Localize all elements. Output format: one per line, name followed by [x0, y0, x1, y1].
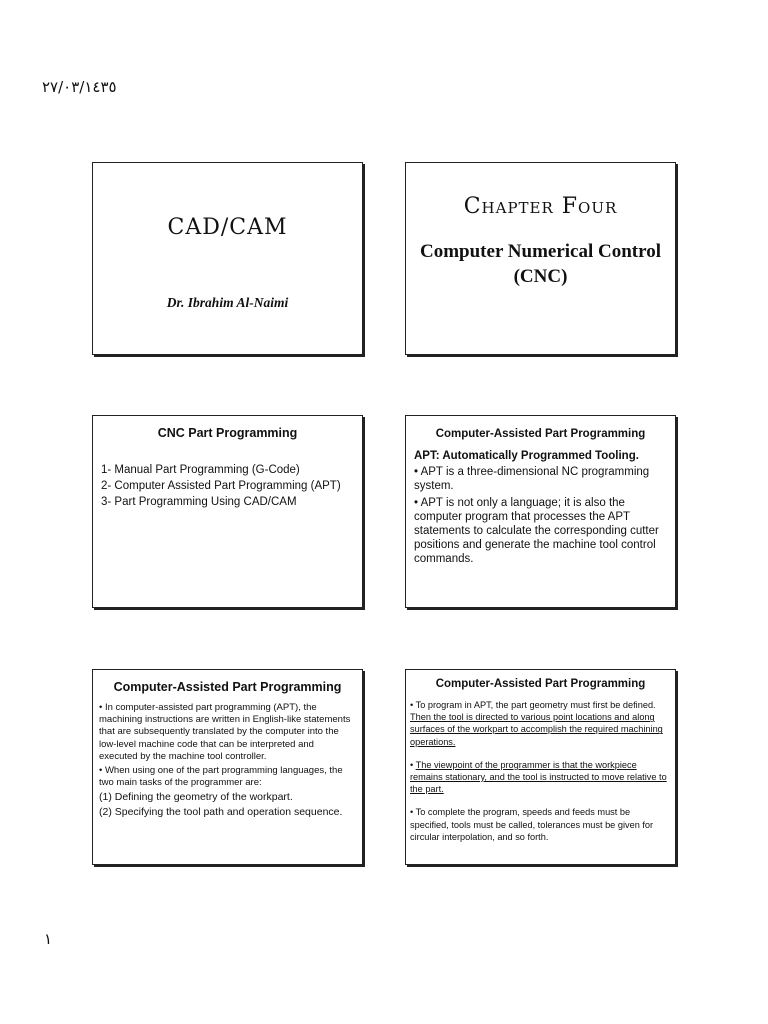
bullet-text: • APT is a three-dimensional NC programming system.	[414, 466, 650, 492]
bullet-text: • APT is not only a language; it is also the computer program that processes the APT statements to calculate the corresponding cutter positions and generate the machine tool control commands.	[414, 497, 659, 565]
paragraph: (2) Specifying the tool path and operation sequence.	[99, 805, 343, 818]
slide-apt-procedure	[405, 669, 676, 865]
slide-heading: CNC Part Programming	[157, 426, 298, 440]
slide-title-cadcam	[92, 162, 363, 355]
slide-body	[99, 702, 354, 818]
paragraph: • To complete the program, speeds and feeds must be specified, tools must be called, tolerances must be given for circular interpolation, and so forth.	[410, 807, 654, 842]
page-number: ١	[44, 930, 53, 948]
slide-apt-details	[92, 669, 363, 865]
text-underlined: Then the tool is directed to various point locations and along surfaces of the workpart to accomplish the required machining operations.	[410, 712, 663, 747]
paragraph	[410, 759, 669, 796]
text-plain: •	[410, 759, 416, 770]
slide-body	[410, 699, 669, 843]
slide-apt-intro	[405, 415, 676, 608]
paragraph: • In computer-assisted part programming (APT), the machining instructions are written in English-like statements that are subsequently translated by the computer into the low-level machine code that can be interpreted and executed by the machine tool controller.	[99, 702, 351, 762]
slide-chapter	[405, 162, 676, 355]
slide-body	[414, 449, 665, 566]
chapter-title: Chapter Four	[463, 194, 618, 219]
slide-heading: Computer-Assisted Part Programming	[435, 678, 646, 690]
list-item: 2- Computer Assisted Part Programming (APT)	[101, 480, 341, 492]
text-underlined: The viewpoint of the programmer is that the workpiece remains stationary, and the tool is instructed to move relative to the part.	[410, 759, 667, 795]
paragraph: • When using one of the part programming languages, the two main tasks of the programmer are:	[99, 765, 343, 789]
slide-cnc-part-programming	[92, 415, 363, 608]
programming-methods-list	[101, 462, 362, 510]
chapter-subtitle: Computer Numerical Control (CNC)	[420, 241, 661, 287]
slide-heading: Computer-Assisted Part Programming	[435, 428, 646, 440]
date-stamp: ٢٧/٠٣/١٤٣٥	[42, 78, 117, 96]
author-name: Dr. Ibrahim Al-Naimi	[166, 295, 289, 310]
course-title: CAD/CAM	[167, 215, 288, 240]
paragraph	[410, 699, 669, 748]
list-item: 3- Part Programming Using CAD/CAM	[101, 496, 297, 508]
list-item: 1- Manual Part Programming (G-Code)	[101, 464, 300, 476]
slide-subheading: APT: Automatically Programmed Tooling.	[414, 450, 639, 462]
paragraph: (1) Defining the geometry of the workpart.	[99, 791, 293, 804]
text-plain: • To program in APT, the part geometry must first be defined.	[410, 700, 656, 710]
slide-heading: Computer-Assisted Part Programming	[113, 680, 342, 694]
